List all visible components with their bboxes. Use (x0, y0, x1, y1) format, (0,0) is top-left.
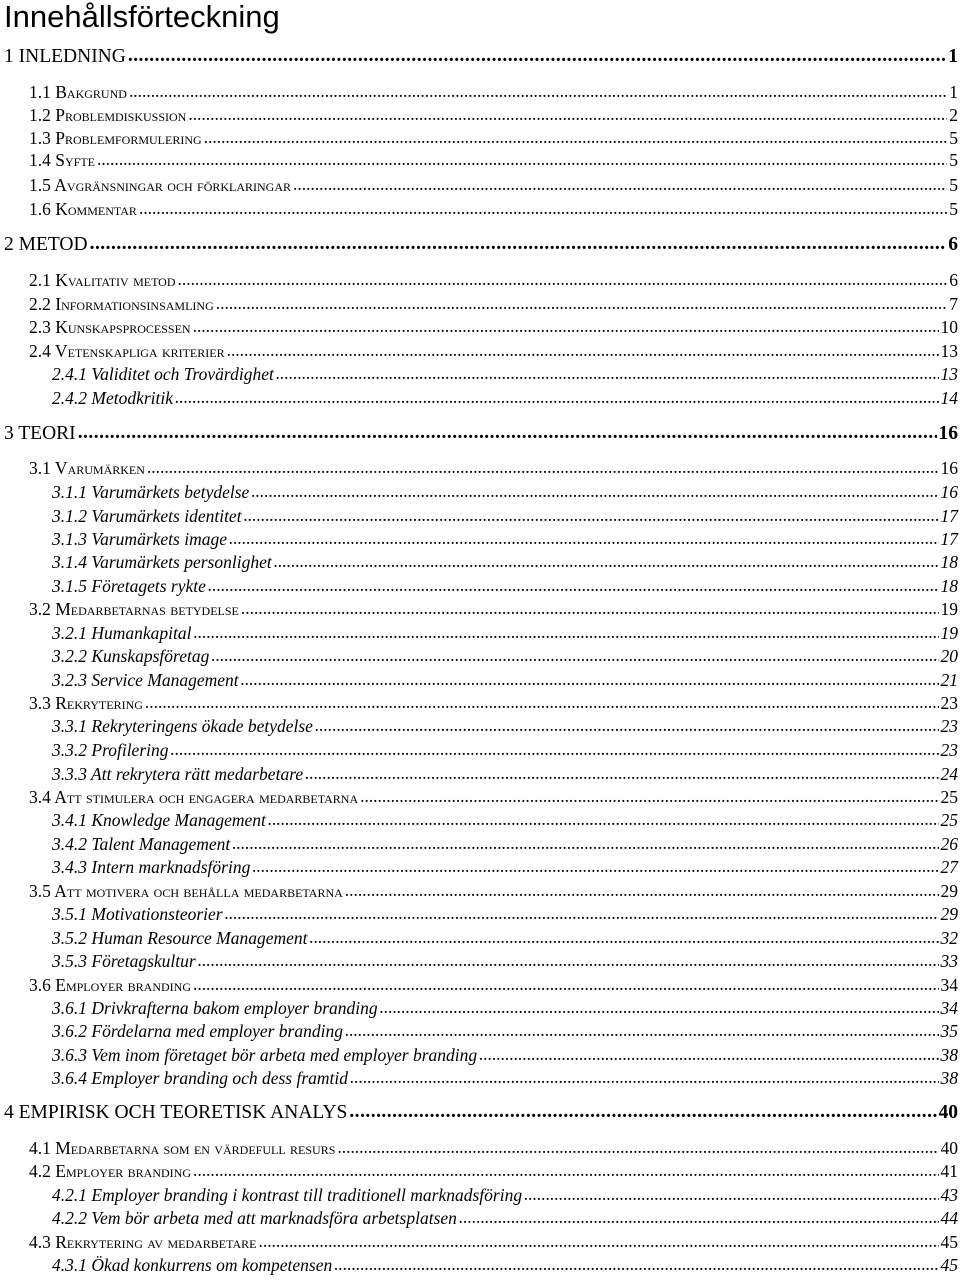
dot-leader (479, 1044, 938, 1065)
toc-entry-label: 2.4.1 Validitet och Trovärdighet (52, 364, 274, 384)
toc-entry[interactable] (52, 1021, 958, 1042)
dot-leader (350, 1067, 938, 1088)
dot-leader (188, 104, 947, 125)
toc-entry[interactable] (52, 1068, 958, 1089)
toc-entry[interactable] (52, 810, 958, 831)
toc-entry[interactable] (52, 364, 958, 385)
toc-entry[interactable] (29, 317, 958, 338)
page-title: Innehållsförteckning (4, 0, 280, 34)
toc-entry-label: 4.1 Medarbetarna som en värdefull resurs (29, 1138, 336, 1158)
toc-entry[interactable] (52, 646, 958, 667)
toc-entry-page: 6 (949, 270, 958, 290)
toc-entry-label: 3.6.3 Vem inom företaget bör arbeta med employer branding (52, 1045, 478, 1065)
dot-leader (349, 1101, 936, 1123)
toc-entry[interactable] (4, 423, 958, 445)
toc-entry-page: 20 (940, 646, 958, 666)
toc-entry-label: 3.3.3 Att rekrytera rätt medarbetare (52, 764, 304, 784)
toc-entry-page: 24 (940, 764, 958, 784)
toc-entry[interactable] (52, 857, 958, 878)
toc-entry-page: 5 (949, 175, 958, 195)
toc-entry[interactable] (29, 599, 958, 620)
dot-leader (129, 81, 947, 102)
toc-entry-label: 4 EMPIRISK OCH TEORETISK ANALYS (4, 1102, 348, 1123)
toc-entry-page: 40 (940, 1138, 958, 1158)
dot-leader (315, 715, 939, 736)
toc-entry[interactable] (52, 529, 958, 550)
dot-leader (78, 422, 937, 444)
dot-leader (380, 997, 939, 1018)
dot-leader (194, 622, 939, 643)
toc-entry-page: 19 (940, 623, 958, 643)
toc-entry-page: 38 (940, 1068, 958, 1088)
toc-entry-page: 23 (940, 693, 958, 713)
toc-entry[interactable] (52, 482, 958, 503)
dot-leader (309, 927, 938, 948)
toc-entry-label: 1 INLEDNING (4, 46, 126, 67)
toc-entry-page: 23 (940, 716, 958, 736)
toc-entry-label: 2.1 Kvalitativ metod (29, 270, 176, 290)
toc-entry-label: 3.1.5 Företagets rykte (52, 576, 206, 596)
dot-leader (459, 1207, 939, 1228)
dot-leader (251, 481, 938, 502)
dot-leader (128, 45, 946, 67)
toc-entry-page: 45 (940, 1232, 958, 1252)
toc-entry[interactable] (29, 1232, 958, 1253)
dot-leader (334, 1254, 938, 1275)
toc-entry-label: 3.4.3 Intern marknadsföring (52, 857, 251, 877)
toc-entry-label: 4.2.2 Vem bör arbeta med att marknadsföra arbetsplatsen (52, 1208, 457, 1228)
toc-entry-label: 3.5.1 Motivationsteorier (52, 904, 223, 924)
toc-entry-label: 4.2 Employer branding (29, 1161, 191, 1181)
dot-leader (90, 233, 947, 255)
toc-entry[interactable] (52, 764, 958, 785)
toc-entry[interactable] (29, 199, 958, 220)
toc-entry-page: 27 (940, 857, 958, 877)
dot-leader (204, 127, 948, 148)
toc-entry-label: 1.3 Problemformulering (29, 128, 202, 148)
toc-entry-label: 3 TEORI (4, 423, 76, 444)
toc-entry[interactable] (29, 341, 958, 362)
toc-entry[interactable] (52, 552, 958, 573)
toc-entry-page: 18 (940, 576, 958, 596)
toc-entry-label: 2.4 Vetenskapliga kriterier (29, 341, 225, 361)
toc-entry[interactable] (29, 82, 958, 103)
toc-entry[interactable] (4, 46, 958, 68)
dot-leader (139, 198, 947, 219)
toc-entry-page: 2 (949, 105, 958, 125)
toc-entry-page: 16 (940, 482, 958, 502)
toc-entry[interactable] (29, 787, 958, 808)
toc-entry-page: 34 (940, 975, 958, 995)
dot-leader (147, 457, 939, 478)
toc-entry-page: 7 (949, 294, 958, 314)
toc-entry-label: 3.1.4 Varumärkets personlighet (52, 552, 272, 572)
toc-entry[interactable] (52, 928, 958, 949)
toc-entry-page: 19 (940, 599, 958, 619)
toc-entry[interactable] (4, 1102, 958, 1124)
toc-entry-page: 14 (940, 388, 958, 408)
toc-entry-page: 33 (940, 951, 958, 971)
toc-entry-page: 6 (948, 234, 958, 255)
toc-entry-label: 3.1.1 Varumärkets betydelse (52, 482, 250, 502)
toc-entry-label: 3.1.3 Varumärkets image (52, 529, 227, 549)
toc-entry-label: 3.1.2 Varumärkets identitet (52, 506, 242, 526)
toc-entry-label: 3.3.1 Rekryteringens ökade betydelse (52, 716, 313, 736)
toc-entry[interactable] (52, 670, 958, 691)
toc-entry-label: 1.4 Syfte (29, 150, 95, 170)
toc-entry-label: 4.2.1 Employer branding i kontrast till traditionell marknadsföring (52, 1185, 523, 1205)
dot-leader (193, 1160, 939, 1181)
toc-entry-page: 1 (949, 82, 958, 102)
toc-entry-label: 1.2 Problemdiskussion (29, 105, 187, 125)
toc-entry[interactable] (52, 904, 958, 925)
toc-entry-label: 3.6.4 Employer branding och dess framtid (52, 1068, 349, 1088)
dot-leader (360, 786, 938, 807)
toc-entry[interactable] (52, 716, 958, 737)
dot-leader (274, 551, 939, 572)
toc-entry[interactable] (29, 975, 958, 996)
toc-entry-page: 17 (940, 529, 958, 549)
toc-entry[interactable] (29, 881, 958, 902)
toc-entry-page: 25 (940, 810, 958, 830)
dot-leader (305, 763, 938, 784)
dot-leader (268, 809, 939, 830)
dot-leader (97, 149, 947, 170)
toc-entry-label: 2.4.2 Metodkritik (52, 388, 174, 408)
toc-entry[interactable] (52, 740, 958, 761)
toc-entry[interactable] (52, 1185, 958, 1206)
toc-entry[interactable] (29, 1161, 958, 1182)
toc-entry-page: 17 (940, 506, 958, 526)
toc-entry-label: 3.3.2 Profilering (52, 740, 169, 760)
dot-leader (225, 903, 939, 924)
toc-entry-page: 29 (940, 881, 958, 901)
dot-leader (211, 645, 938, 666)
toc-entry-page: 5 (949, 199, 958, 219)
dot-leader (244, 505, 939, 526)
toc-entry-label: 4.3.1 Ökad konkurrens om kompetensen (52, 1255, 333, 1275)
toc-entry-label: 1.5 Avgränsningar och förklaringar (29, 175, 292, 195)
toc-entry[interactable] (52, 1208, 958, 1229)
toc-entry-page: 23 (940, 740, 958, 760)
dot-leader (193, 316, 939, 337)
dot-leader (252, 856, 938, 877)
toc-entry[interactable] (52, 1255, 958, 1276)
toc-entry-label: 3.6.1 Drivkrafterna bakom employer branding (52, 998, 378, 1018)
dot-leader (171, 739, 939, 760)
toc-entry-page: 26 (940, 834, 958, 854)
toc-entry[interactable] (29, 1138, 958, 1159)
dot-leader (276, 363, 939, 384)
toc-entry[interactable] (29, 294, 958, 315)
dot-leader (241, 598, 939, 619)
toc-entry[interactable] (29, 105, 958, 126)
toc-entry[interactable] (29, 150, 958, 171)
toc-entry[interactable] (29, 458, 958, 479)
toc-entry[interactable] (29, 693, 958, 714)
toc-entry-page: 5 (949, 150, 958, 170)
toc-entry-page: 16 (938, 423, 958, 444)
toc-entry-label: 3.6.2 Fördelarna med employer branding (52, 1021, 343, 1041)
dot-leader (345, 880, 939, 901)
toc-entry-label: 3.4.2 Talent Management (52, 834, 231, 854)
toc-entry-page: 44 (940, 1208, 958, 1228)
toc-entry[interactable] (29, 270, 958, 291)
toc-entry-label: 1.1 Bakgrund (29, 82, 127, 102)
toc-entry[interactable] (52, 998, 958, 1019)
toc-entry-page: 21 (940, 670, 958, 690)
dot-leader (259, 1231, 939, 1252)
toc-entry-page: 34 (940, 998, 958, 1018)
dot-leader (216, 293, 947, 314)
toc-entry[interactable] (52, 951, 958, 972)
toc-entry-label: 3.6 Employer branding (29, 975, 191, 995)
toc-entry[interactable] (4, 234, 958, 256)
toc-entry[interactable] (29, 128, 958, 149)
toc-entry-page: 45 (940, 1255, 958, 1275)
dot-leader (232, 833, 938, 854)
dot-leader (229, 528, 939, 549)
dot-leader (208, 575, 939, 596)
toc-entry-page: 18 (940, 552, 958, 572)
toc-entry[interactable] (29, 175, 958, 196)
dot-leader (178, 269, 948, 290)
toc-entry-label: 1.6 Kommentar (29, 199, 137, 219)
dot-leader (241, 669, 939, 690)
toc-entry[interactable] (52, 576, 958, 597)
toc-entry-label: 3.4 Att stimulera och engagera medarbetarna (29, 787, 359, 807)
toc-entry[interactable] (52, 623, 958, 644)
toc-entry[interactable] (52, 388, 958, 409)
toc-entry-page: 13 (940, 341, 958, 361)
toc-entry[interactable] (52, 506, 958, 527)
dot-leader (198, 950, 939, 971)
dot-leader (293, 174, 947, 195)
toc-entry-label: 3.5.2 Human Resource Management (52, 928, 308, 948)
dot-leader (175, 387, 938, 408)
toc-entry-label: 3.2.1 Humankapital (52, 623, 192, 643)
toc-entry-label: 3.1 Varumärken (29, 458, 145, 478)
toc-entry-page: 35 (940, 1021, 958, 1041)
toc-entry-page: 40 (938, 1102, 958, 1123)
toc-entry-label: 3.2.2 Kunskapsföretag (52, 646, 210, 666)
toc-entry-label: 3.3 Rekrytering (29, 693, 143, 713)
toc-entry-label: 3.4.1 Knowledge Management (52, 810, 266, 830)
toc-entry-label: 2 METOD (4, 234, 88, 255)
dot-leader (524, 1184, 938, 1205)
toc-entry[interactable] (52, 834, 958, 855)
dot-leader (337, 1137, 938, 1158)
toc-entry[interactable] (52, 1045, 958, 1066)
dot-leader (193, 974, 939, 995)
toc-entry-page: 25 (940, 787, 958, 807)
toc-entry-page: 13 (940, 364, 958, 384)
toc-entry-page: 5 (949, 128, 958, 148)
dot-leader (345, 1020, 939, 1041)
toc-entry-page: 10 (940, 317, 958, 337)
toc-entry-page: 1 (948, 46, 958, 67)
toc-entry-page: 32 (940, 928, 958, 948)
toc-entry-label: 3.5 Att motivera och behålla medarbetarna (29, 881, 343, 901)
toc-entry-page: 38 (940, 1045, 958, 1065)
toc-entry-page: 29 (940, 904, 958, 924)
dot-leader (145, 692, 939, 713)
toc-entry-label: 2.3 Kunskapsprocessen (29, 317, 191, 337)
toc-entry-page: 43 (940, 1185, 958, 1205)
toc-entry-label: 4.3 Rekrytering av medarbetare (29, 1232, 257, 1252)
toc-entry-label: 2.2 Informationsinsamling (29, 294, 214, 314)
dot-leader (227, 340, 939, 361)
toc-entry-page: 16 (940, 458, 958, 478)
toc-entry-label: 3.5.3 Företagskultur (52, 951, 196, 971)
toc-entry-page: 41 (940, 1161, 958, 1181)
toc-entry-label: 3.2.3 Service Management (52, 670, 239, 690)
toc-entry-label: 3.2 Medarbetarnas betydelse (29, 599, 239, 619)
